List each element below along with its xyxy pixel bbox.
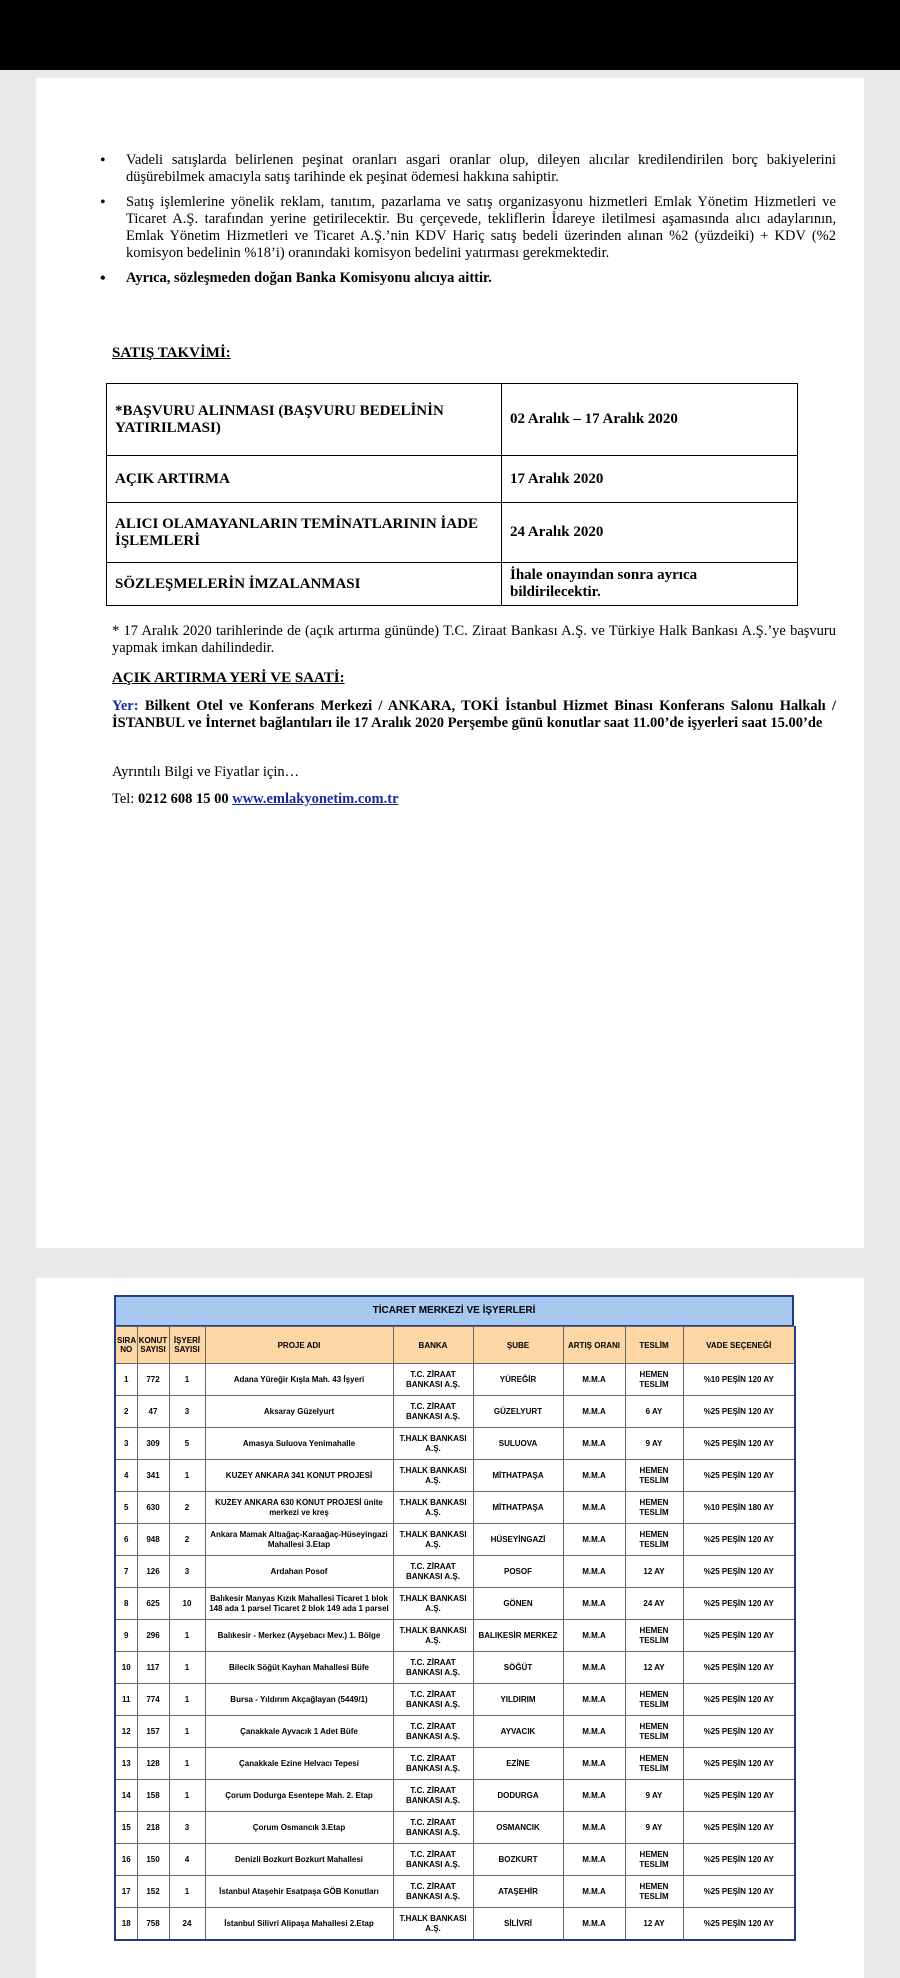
increase-rate-cell: M.M.A: [563, 1524, 625, 1556]
bank-cell: T.HALK BANKASI A.Ş.: [393, 1620, 473, 1652]
table-row: [115, 1716, 795, 1748]
row-no-cell: 9: [115, 1620, 137, 1652]
row-no-cell: 12: [115, 1716, 137, 1748]
branch-cell: GÜZELYURT: [473, 1396, 563, 1428]
project-name-cell: KUZEY ANKARA 630 KONUT PROJESİ ünite merkezi ve kreş: [205, 1492, 393, 1524]
isyeri-count-cell: 1: [169, 1460, 205, 1492]
delivery-cell: HEMEN TESLİM: [625, 1876, 683, 1908]
bank-cell: T.C. ZİRAAT BANKASI A.Ş.: [393, 1812, 473, 1844]
isyeri-count-cell: 4: [169, 1844, 205, 1876]
row-no-cell: 3: [115, 1428, 137, 1460]
row-no-cell: 18: [115, 1908, 137, 1941]
payment-option-cell: %25 PEŞİN 120 AY: [683, 1812, 795, 1844]
bank-cell: T.C. ZİRAAT BANKASI A.Ş.: [393, 1396, 473, 1428]
table-title: TİCARET MERKEZİ VE İŞYERLERİ: [114, 1295, 794, 1326]
isyeri-count-cell: 2: [169, 1492, 205, 1524]
branch-cell: BALIKESİR MERKEZ: [473, 1620, 563, 1652]
row-no-cell: 4: [115, 1460, 137, 1492]
bank-cell: T.HALK BANKASI A.Ş.: [393, 1524, 473, 1556]
tel-number: 0212 608 15 00: [137, 791, 229, 807]
isyeri-count-cell: 1: [169, 1684, 205, 1716]
row-no-cell: 7: [115, 1556, 137, 1588]
table-row: [115, 1748, 795, 1780]
konut-count-cell: 625: [137, 1588, 169, 1620]
branch-cell: GÖNEN: [473, 1588, 563, 1620]
website-link[interactable]: www.emlakyonetim.com.tr: [232, 791, 399, 807]
table-row: [115, 1908, 795, 1941]
increase-rate-cell: M.M.A: [563, 1908, 625, 1941]
payment-option-cell: %25 PEŞİN 120 AY: [683, 1844, 795, 1876]
branch-cell: POSOF: [473, 1556, 563, 1588]
branch-cell: DODURGA: [473, 1780, 563, 1812]
header-cell: TESLİM: [625, 1327, 683, 1364]
increase-rate-cell: M.M.A: [563, 1812, 625, 1844]
calendar-label: *BAŞVURU ALINMASI (BAŞVURU BEDELİNİN YATIRILMASI): [107, 384, 502, 456]
calendar-date: İhale onayından sonra ayrıca bildirilecektir.: [502, 563, 798, 606]
konut-count-cell: 774: [137, 1684, 169, 1716]
bullet-item: • Ayrıca, sözleşmeden doğan Banka Komisyonu alıcıya aittir.: [106, 270, 836, 287]
delivery-cell: 9 AY: [625, 1812, 683, 1844]
calendar-date: 17 Aralık 2020: [502, 456, 798, 503]
project-name-cell: Çanakkale Ayvacık 1 Adet Büfe: [205, 1716, 393, 1748]
sales-calendar-table: [106, 383, 798, 606]
isyeri-count-cell: 3: [169, 1396, 205, 1428]
konut-count-cell: 758: [137, 1908, 169, 1941]
row-no-cell: 14: [115, 1780, 137, 1812]
table-row: [115, 1396, 795, 1428]
delivery-cell: 6 AY: [625, 1396, 683, 1428]
table-header-row: [115, 1327, 795, 1364]
bullet-item: • Vadeli satışlarda belirlenen peşinat oranları asgari oranlar olup, dileyen alıcılar kredilendirilen borç bakiyelerini düşürebilmek amacıyla satış tarihinde ek peşinat ödemesi hakkına sahiptir.: [106, 152, 836, 186]
delivery-cell: 9 AY: [625, 1780, 683, 1812]
increase-rate-cell: M.M.A: [563, 1556, 625, 1588]
increase-rate-cell: M.M.A: [563, 1492, 625, 1524]
konut-count-cell: 309: [137, 1428, 169, 1460]
delivery-cell: HEMEN TESLİM: [625, 1684, 683, 1716]
payment-option-cell: %25 PEŞİN 120 AY: [683, 1460, 795, 1492]
payment-option-cell: %25 PEŞİN 120 AY: [683, 1620, 795, 1652]
isyeri-count-cell: 1: [169, 1364, 205, 1396]
payment-option-cell: %10 PEŞİN 120 AY: [683, 1364, 795, 1396]
bank-cell: T.C. ZİRAAT BANKASI A.Ş.: [393, 1556, 473, 1588]
calendar-label: SÖZLEŞMELERİN İMZALANMASI: [107, 563, 502, 606]
increase-rate-cell: M.M.A: [563, 1652, 625, 1684]
row-no-cell: 16: [115, 1844, 137, 1876]
increase-rate-cell: M.M.A: [563, 1844, 625, 1876]
increase-rate-cell: M.M.A: [563, 1460, 625, 1492]
delivery-cell: 12 AY: [625, 1556, 683, 1588]
isyeri-count-cell: 5: [169, 1428, 205, 1460]
konut-count-cell: 157: [137, 1716, 169, 1748]
project-name-cell: İstanbul Ataşehir Esatpaşa GÖB Konutları: [205, 1876, 393, 1908]
bank-cell: T.C. ZİRAAT BANKASI A.Ş.: [393, 1748, 473, 1780]
isyeri-count-cell: 1: [169, 1652, 205, 1684]
project-name-cell: Ardahan Posof: [205, 1556, 393, 1588]
konut-count-cell: 152: [137, 1876, 169, 1908]
table-row: [115, 1780, 795, 1812]
delivery-cell: HEMEN TESLİM: [625, 1716, 683, 1748]
header-cell: PROJE ADI: [205, 1327, 393, 1364]
konut-count-cell: 158: [137, 1780, 169, 1812]
header-cell: ŞUBE: [473, 1327, 563, 1364]
isyeri-count-cell: 1: [169, 1780, 205, 1812]
isyeri-count-cell: 3: [169, 1812, 205, 1844]
project-name-cell: KUZEY ANKARA 341 KONUT PROJESİ: [205, 1460, 393, 1492]
konut-count-cell: 630: [137, 1492, 169, 1524]
payment-option-cell: %25 PEŞİN 120 AY: [683, 1716, 795, 1748]
calendar-row: [107, 456, 798, 503]
header-cell: İŞYERİ SAYISI: [169, 1327, 205, 1364]
bullet-item: • Satış işlemlerine yönelik reklam, tanıtım, pazarlama ve satış organizasyonu hizmetleri Emlak Yönetim Hizmetleri ve Ticaret A.Ş. tarafından yerine getirilecektir. Bu çerçevede, tekliflerin İdareye iletilmesi aşamasında alıcı adaylarının, Emlak Yönetim Hizmetleri ve Ticaret A.Ş.’nin KDV Hariç satış bedeli üzerinden alınan %2 (yüzdeiki) + KDV (%2 komisyon bedelinin %18’i) oranındaki komisyon bedelini yatırması gerekmektedir.: [106, 194, 836, 262]
konut-count-cell: 948: [137, 1524, 169, 1556]
payment-option-cell: %25 PEŞİN 120 AY: [683, 1556, 795, 1588]
payment-option-cell: %25 PEŞİN 120 AY: [683, 1748, 795, 1780]
project-name-cell: Bilecik Söğüt Kayhan Mahallesi Büfe: [205, 1652, 393, 1684]
payment-option-cell: %25 PEŞİN 120 AY: [683, 1780, 795, 1812]
konut-count-cell: 218: [137, 1812, 169, 1844]
isyeri-count-cell: 1: [169, 1620, 205, 1652]
branch-cell: AYVACIK: [473, 1716, 563, 1748]
row-no-cell: 15: [115, 1812, 137, 1844]
bank-cell: T.HALK BANKASI A.Ş.: [393, 1588, 473, 1620]
increase-rate-cell: M.M.A: [563, 1780, 625, 1812]
table-row: [115, 1812, 795, 1844]
delivery-cell: HEMEN TESLİM: [625, 1844, 683, 1876]
project-name-cell: Çorum Osmancık 3.Etap: [205, 1812, 393, 1844]
isyeri-count-cell: 2: [169, 1524, 205, 1556]
row-no-cell: 11: [115, 1684, 137, 1716]
row-no-cell: 13: [115, 1748, 137, 1780]
branch-cell: MİTHATPAŞA: [473, 1460, 563, 1492]
header-cell: ARTIŞ ORANI: [563, 1327, 625, 1364]
project-name-cell: Balıkesir - Merkez (Ayşebacı Mev.) 1. Bölge: [205, 1620, 393, 1652]
header-cell: VADE SEÇENEĞİ: [683, 1327, 795, 1364]
project-name-cell: Adana Yüreğir Kışla Mah. 43 İşyeri: [205, 1364, 393, 1396]
konut-count-cell: 772: [137, 1364, 169, 1396]
payment-option-cell: %25 PEŞİN 120 AY: [683, 1652, 795, 1684]
increase-rate-cell: M.M.A: [563, 1748, 625, 1780]
isyeri-count-cell: 10: [169, 1588, 205, 1620]
konut-count-cell: 341: [137, 1460, 169, 1492]
project-name-cell: Denizli Bozkurt Bozkurt Mahallesi: [205, 1844, 393, 1876]
bank-cell: T.C. ZİRAAT BANKASI A.Ş.: [393, 1876, 473, 1908]
bank-cell: T.HALK BANKASI A.Ş.: [393, 1908, 473, 1941]
calendar-row: [107, 563, 798, 606]
branch-cell: SÖĞÜT: [473, 1652, 563, 1684]
tel-label: Tel:: [112, 791, 138, 807]
increase-rate-cell: M.M.A: [563, 1364, 625, 1396]
branch-cell: YILDIRIM: [473, 1684, 563, 1716]
payment-option-cell: %25 PEŞİN 120 AY: [683, 1908, 795, 1941]
branch-cell: SİLİVRİ: [473, 1908, 563, 1941]
document-page-2: [36, 1278, 864, 1978]
auction-location-title: AÇIK ARTIRMA YERİ VE SAATİ:: [112, 670, 345, 686]
branch-cell: ATAŞEHİR: [473, 1876, 563, 1908]
increase-rate-cell: M.M.A: [563, 1716, 625, 1748]
status-bar: [0, 0, 900, 70]
branch-cell: EZİNE: [473, 1748, 563, 1780]
delivery-cell: 12 AY: [625, 1908, 683, 1941]
delivery-cell: HEMEN TESLİM: [625, 1364, 683, 1396]
bank-cell: T.C. ZİRAAT BANKASI A.Ş.: [393, 1844, 473, 1876]
payment-option-cell: %25 PEŞİN 120 AY: [683, 1588, 795, 1620]
table-row: [115, 1684, 795, 1716]
konut-count-cell: 296: [137, 1620, 169, 1652]
payment-option-cell: %25 PEŞİN 120 AY: [683, 1684, 795, 1716]
location-text: Bilkent Otel ve Konferans Merkezi / ANKARA, TOKİ İstanbul Hizmet Binası Konferans Salonu Halkalı / İSTANBUL ve İnternet bağlantıları ile 17 Aralık 2020 Perşembe günü konutlar saat 11.00’de işyerleri saat 15.00’de: [112, 698, 836, 731]
bank-cell: T.C. ZİRAAT BANKASI A.Ş.: [393, 1684, 473, 1716]
payment-option-cell: %25 PEŞİN 120 AY: [683, 1876, 795, 1908]
project-name-cell: İstanbul Silivri Alipaşa Mahallesi 2.Etap: [205, 1908, 393, 1941]
delivery-cell: HEMEN TESLİM: [625, 1524, 683, 1556]
table-row: [115, 1588, 795, 1620]
project-name-cell: Bursa - Yıldırım Akçağlayan (5449/1): [205, 1684, 393, 1716]
header-cell: SIRA NO: [115, 1327, 137, 1364]
increase-rate-cell: M.M.A: [563, 1588, 625, 1620]
row-no-cell: 8: [115, 1588, 137, 1620]
konut-count-cell: 128: [137, 1748, 169, 1780]
project-name-cell: Amasya Suluova Yenimahalle: [205, 1428, 393, 1460]
table-row: [115, 1652, 795, 1684]
project-name-cell: Ankara Mamak Altıağaç-Karaağaç-Hüseyingazi Mahallesi 3.Etap: [205, 1524, 393, 1556]
delivery-cell: 24 AY: [625, 1588, 683, 1620]
konut-count-cell: 126: [137, 1556, 169, 1588]
table-row: [115, 1876, 795, 1908]
branch-cell: YÜREĞİR: [473, 1364, 563, 1396]
document-page: [36, 78, 864, 1248]
increase-rate-cell: M.M.A: [563, 1428, 625, 1460]
header-cell: BANKA: [393, 1327, 473, 1364]
table-row: [115, 1364, 795, 1396]
payment-option-cell: %25 PEŞİN 120 AY: [683, 1396, 795, 1428]
calendar-date: 24 Aralık 2020: [502, 503, 798, 563]
isyeri-count-cell: 1: [169, 1876, 205, 1908]
table-row: [115, 1460, 795, 1492]
bank-cell: T.HALK BANKASI A.Ş.: [393, 1428, 473, 1460]
calendar-label: ALICI OLAMAYANLARIN TEMİNATLARININ İADE İŞLEMLERİ: [107, 503, 502, 563]
delivery-cell: HEMEN TESLİM: [625, 1620, 683, 1652]
bank-cell: T.C. ZİRAAT BANKASI A.Ş.: [393, 1364, 473, 1396]
increase-rate-cell: M.M.A: [563, 1684, 625, 1716]
bank-cell: T.C. ZİRAAT BANKASI A.Ş.: [393, 1716, 473, 1748]
row-no-cell: 5: [115, 1492, 137, 1524]
calendar-row: [107, 384, 798, 456]
location-label: Yer:: [112, 698, 139, 714]
calendar-row: [107, 503, 798, 563]
table-row: [115, 1620, 795, 1652]
bullet-list: [106, 152, 836, 295]
branch-cell: OSMANCIK: [473, 1812, 563, 1844]
calendar-date: 02 Aralık – 17 Aralık 2020: [502, 384, 798, 456]
konut-count-cell: 47: [137, 1396, 169, 1428]
project-name-cell: Çanakkale Ezine Helvacı Tepesi: [205, 1748, 393, 1780]
increase-rate-cell: M.M.A: [563, 1396, 625, 1428]
delivery-cell: 12 AY: [625, 1652, 683, 1684]
delivery-cell: HEMEN TESLİM: [625, 1492, 683, 1524]
branch-cell: HÜSEYİNGAZİ: [473, 1524, 563, 1556]
payment-option-cell: %25 PEŞİN 120 AY: [683, 1524, 795, 1556]
row-no-cell: 1: [115, 1364, 137, 1396]
table-row: [115, 1428, 795, 1460]
auction-location: [112, 698, 836, 732]
calendar-title: SATIŞ TAKVİMİ:: [112, 345, 231, 361]
project-name-cell: Aksaray Güzelyurt: [205, 1396, 393, 1428]
branch-cell: SULUOVA: [473, 1428, 563, 1460]
isyeri-count-cell: 1: [169, 1748, 205, 1780]
project-name-cell: Çorum Dodurga Esentepe Mah. 2. Etap: [205, 1780, 393, 1812]
bank-cell: T.C. ZİRAAT BANKASI A.Ş.: [393, 1652, 473, 1684]
table-row: [115, 1556, 795, 1588]
row-no-cell: 2: [115, 1396, 137, 1428]
bank-cell: T.HALK BANKASI A.Ş.: [393, 1492, 473, 1524]
info-text: Ayrıntılı Bilgi ve Fiyatlar için…: [112, 764, 300, 780]
increase-rate-cell: M.M.A: [563, 1876, 625, 1908]
listing-table: [114, 1326, 796, 1941]
row-no-cell: 17: [115, 1876, 137, 1908]
increase-rate-cell: M.M.A: [563, 1620, 625, 1652]
bank-cell: T.HALK BANKASI A.Ş.: [393, 1460, 473, 1492]
delivery-cell: 9 AY: [625, 1428, 683, 1460]
project-name-cell: Balıkesir Manyas Kızık Mahallesi Ticaret 1 blok 148 ada 1 parsel Ticaret 2 blok 149 ada 1 parsel: [205, 1588, 393, 1620]
branch-cell: MİTHATPAŞA: [473, 1492, 563, 1524]
bank-cell: T.C. ZİRAAT BANKASI A.Ş.: [393, 1780, 473, 1812]
delivery-cell: HEMEN TESLİM: [625, 1460, 683, 1492]
isyeri-count-cell: 24: [169, 1908, 205, 1941]
konut-count-cell: 117: [137, 1652, 169, 1684]
row-no-cell: 10: [115, 1652, 137, 1684]
contact-line: [112, 791, 399, 808]
konut-count-cell: 150: [137, 1844, 169, 1876]
branch-cell: BOZKURT: [473, 1844, 563, 1876]
row-no-cell: 6: [115, 1524, 137, 1556]
table-row: [115, 1524, 795, 1556]
isyeri-count-cell: 3: [169, 1556, 205, 1588]
delivery-cell: HEMEN TESLİM: [625, 1748, 683, 1780]
table-body: [115, 1364, 795, 1941]
payment-option-cell: %25 PEŞİN 120 AY: [683, 1428, 795, 1460]
payment-option-cell: %10 PEŞİN 180 AY: [683, 1492, 795, 1524]
table-row: [115, 1492, 795, 1524]
table-row: [115, 1844, 795, 1876]
isyeri-count-cell: 1: [169, 1716, 205, 1748]
application-note: * 17 Aralık 2020 tarihlerinde de (açık artırma gününde) T.C. Ziraat Bankası A.Ş. ve Türkiye Halk Bankası A.Ş.’ye başvuru yapmak imkan dahilindedir.: [112, 623, 836, 656]
calendar-label: AÇIK ARTIRMA: [107, 456, 502, 503]
listing-table-wrapper: [114, 1295, 794, 1941]
header-cell: KONUT SAYISI: [137, 1327, 169, 1364]
